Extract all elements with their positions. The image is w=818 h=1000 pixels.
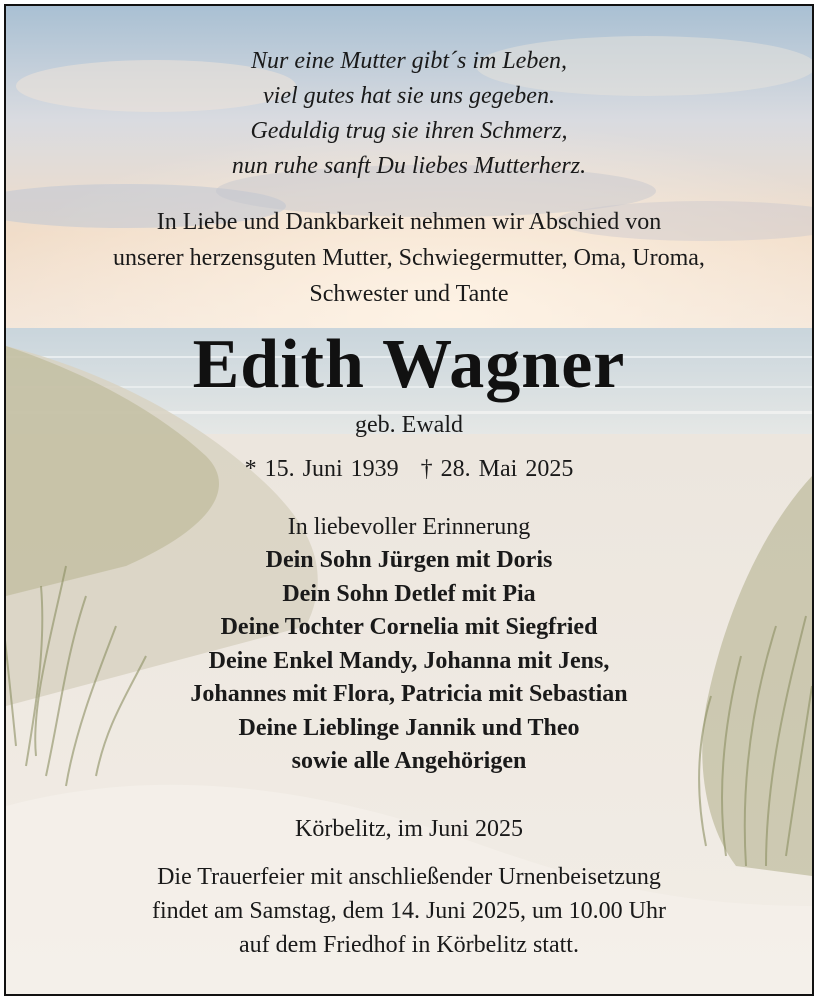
mourner-line: sowie alle Angehörigen [291, 748, 527, 774]
farewell-intro [6, 204, 812, 312]
death-date: † 28. Mai 2025 [420, 456, 574, 482]
place-and-date: Körbelitz, im Juni 2025 [295, 816, 523, 842]
funeral-service-info [6, 860, 812, 962]
mourner-line: Dein Sohn Detlef mit Pia [282, 580, 536, 607]
service-line: findet am Samstag, dem 14. Juni 2025, um 10.00 Uhr [152, 898, 666, 924]
birth-date: * 15. Juni 1939 [244, 456, 399, 482]
poem-line: Geduldig trug sie ihren Schmerz, [250, 118, 568, 144]
service-line: auf dem Friedhof in Körbelitz statt. [239, 932, 579, 958]
poem-line: viel gutes hat sie uns gegeben. [263, 83, 555, 109]
mourner-line: Dein Sohn Jürgen mit Doris [265, 547, 553, 573]
maiden-name: geb. Ewald [355, 412, 463, 438]
mourners-list [6, 544, 812, 779]
intro-line: Schwester und Tante [309, 281, 509, 307]
deceased-name: Edith Wagner [192, 326, 626, 403]
life-dates [6, 454, 812, 484]
mourner-line: Deine Enkel Mandy, Johanna mit Jens, [208, 647, 610, 674]
poem-line: nun ruhe sanft Du liebes Mutterherz. [231, 153, 587, 179]
intro-line: In Liebe und Dankbarkeit nehmen wir Abschied von [156, 209, 662, 235]
intro-line: unserer herzensguten Mutter, Schwiegermutter, Oma, Uroma, [113, 245, 705, 271]
mourner-line: Johannes mit Flora, Patricia mit Sebastian [190, 681, 628, 707]
service-line: Die Trauerfeier mit anschließender Urnenbeisetzung [157, 864, 661, 890]
mourner-line: Deine Tochter Cornelia mit Siegfried [220, 614, 598, 640]
mourner-line: Deine Lieblinge Jannik und Theo [238, 714, 580, 741]
mourners-intro: In liebevoller Erinnerung [287, 514, 531, 540]
obituary-notice [4, 4, 814, 996]
poem-line: Nur eine Mutter gibt´s im Leben, [251, 48, 567, 74]
poem-verse [6, 44, 812, 184]
